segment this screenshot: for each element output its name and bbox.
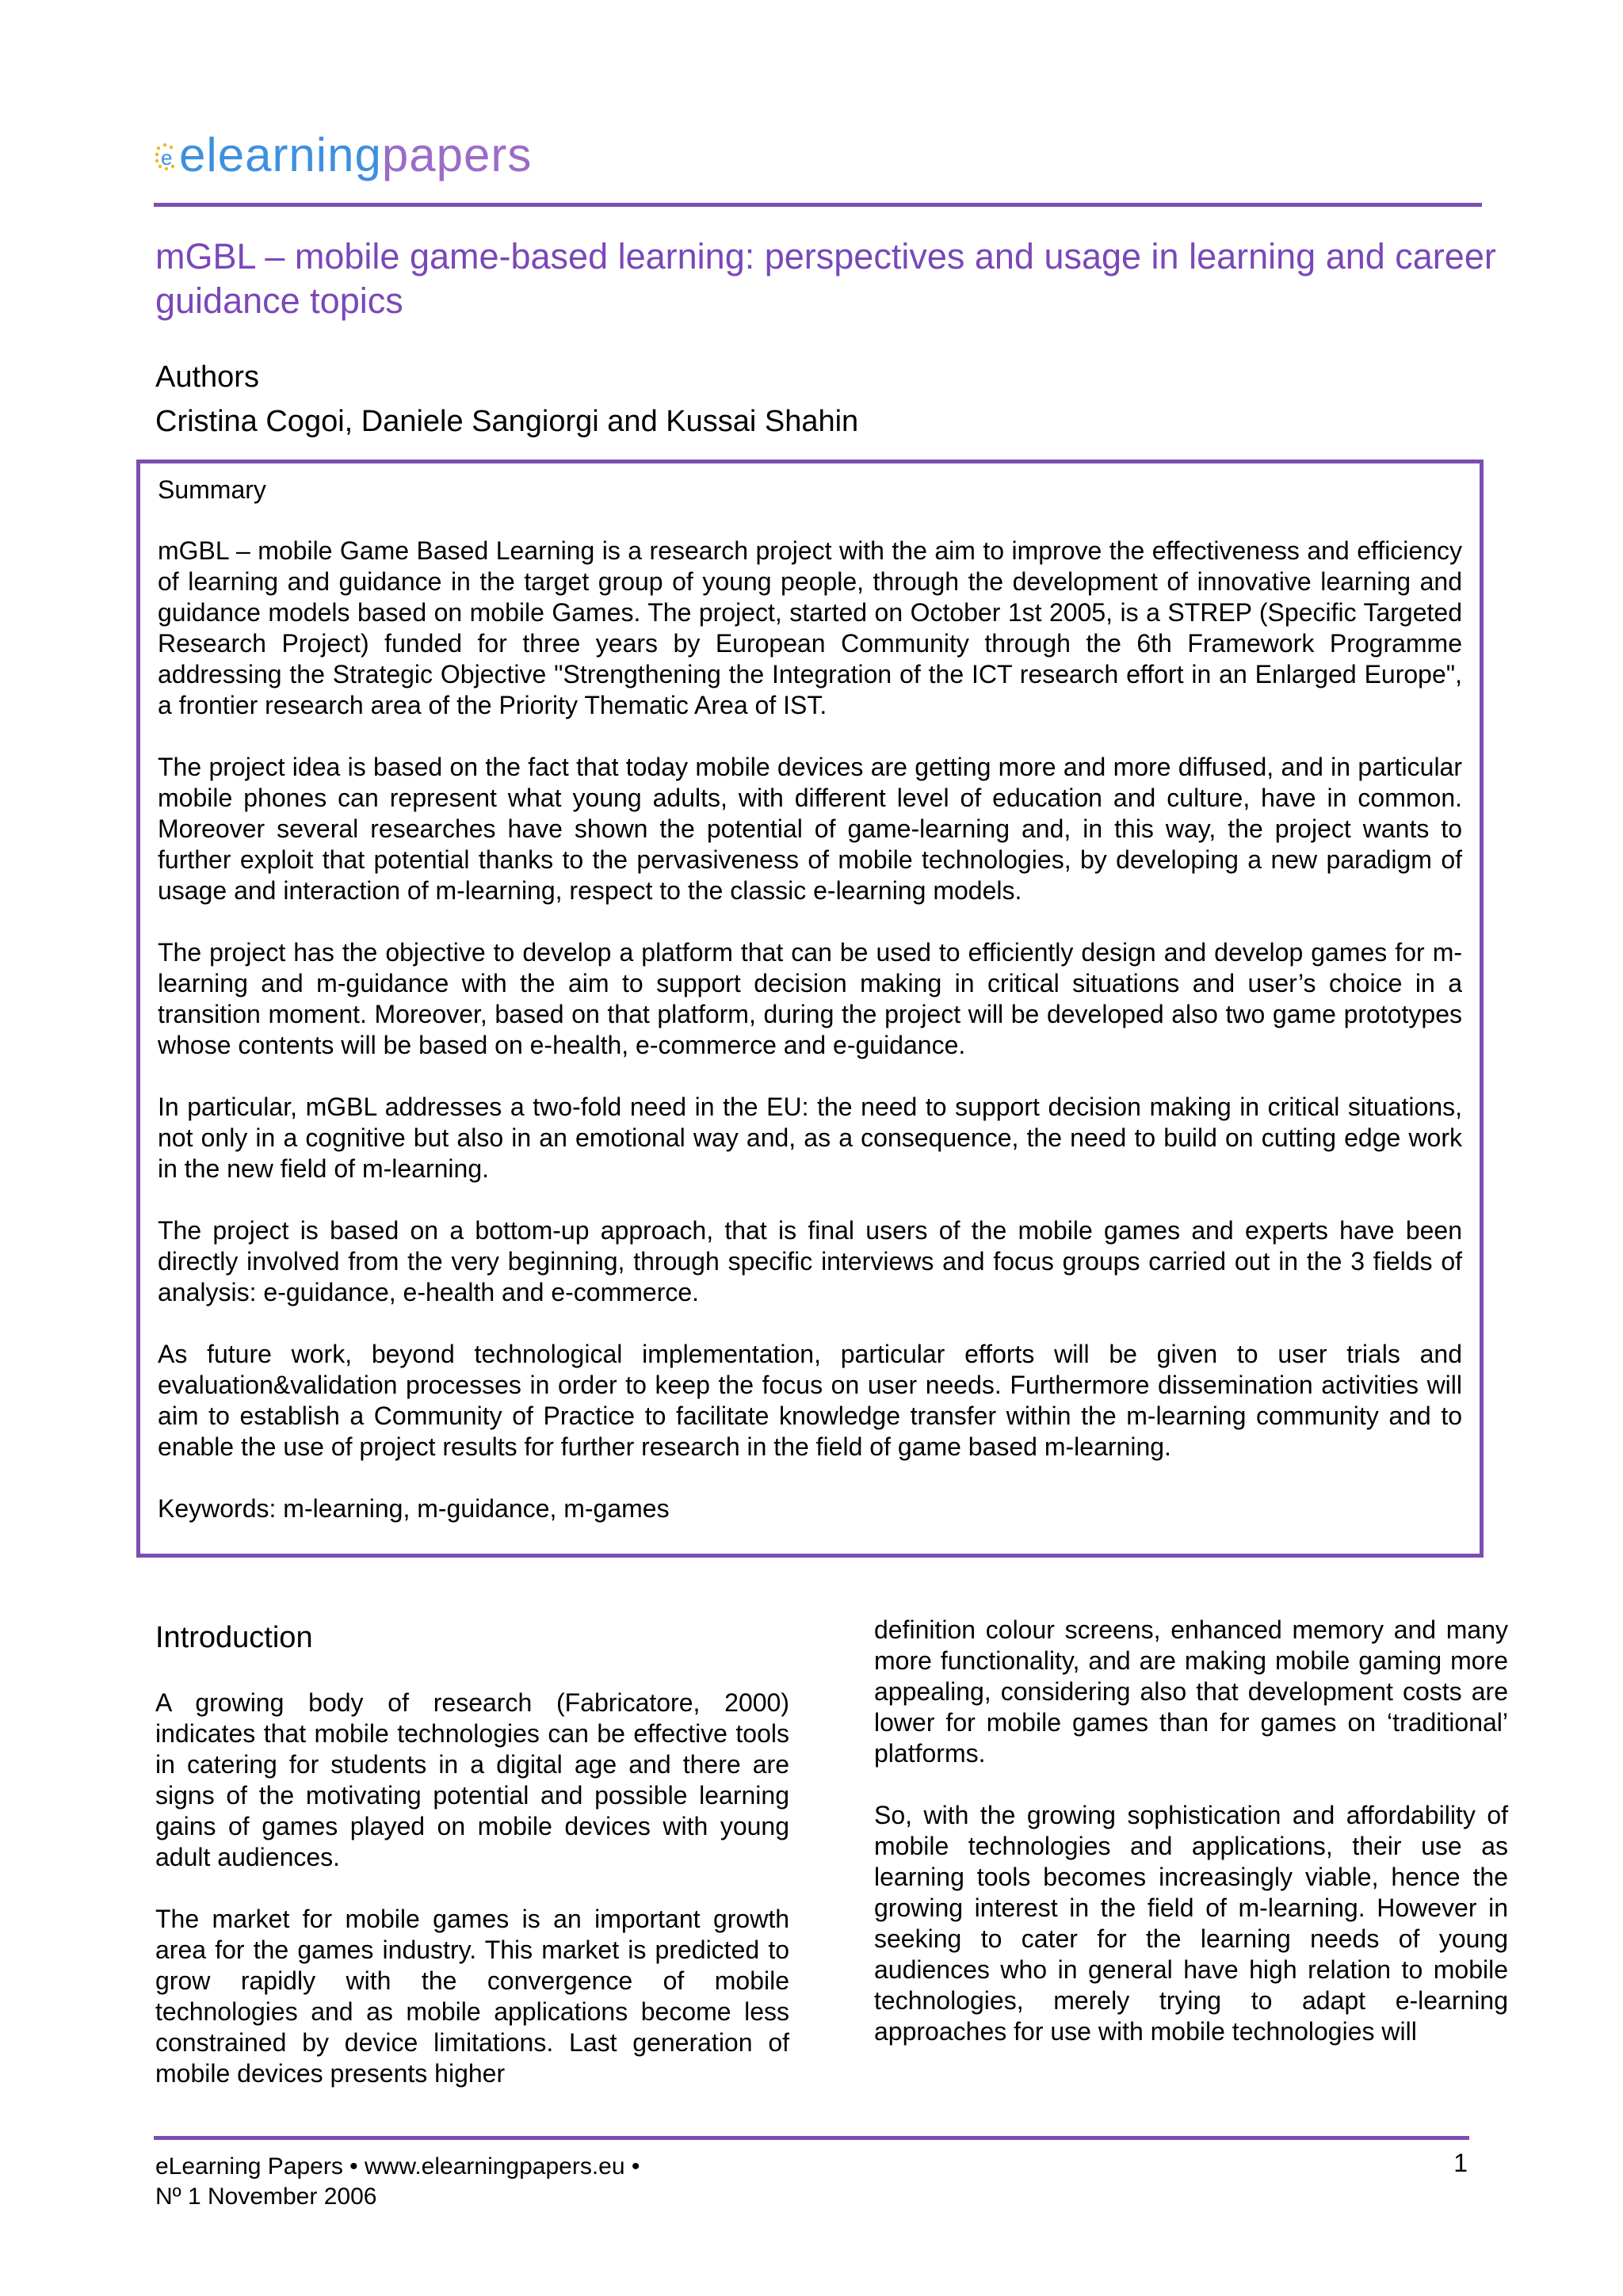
logo-word-papers: papers — [381, 128, 533, 181]
summary-paragraph: In particular, mGBL addresses a two-fold need in the EU: the need to support decision making in critical situations, not only in a cognitive but also in an emotional way and, as a consequence, the need to build on cutting edge work in the new field of m-learning. — [158, 1093, 1462, 1183]
summary-box — [136, 460, 1484, 1558]
footer-line-1: eLearning Papers • www.elearningpapers.eu • — [155, 2153, 640, 2180]
body-paragraph: A growing body of research (Fabricatore, 2000) indicates that mobile technologies can be effective tools in catering for students in a digital age and there are signs of the motivating potential and possible learning gains of games played on mobile devices with young adult audiences. — [155, 1688, 789, 1871]
summary-paragraph: The project idea is based on the fact that today mobile devices are getting more and more diffused, and in particular mobile phones can represent what young adults, with different level of education and culture, have in common. Moreover several researches have shown the potential of game-learning and, in this way, the project wants to further exploit that potential thanks to the pervasiveness of mobile technologies, by developing a new paradigm of usage and interaction of m-learning, respect to the classic e-learning models. — [158, 753, 1462, 905]
elearning-logo-e-icon — [154, 131, 178, 178]
article-title: mGBL – mobile game-based learning: perspectives and usage in learning and career guidance topics — [155, 236, 1496, 321]
keywords-label: Keywords: — [158, 1494, 277, 1523]
keywords-line — [158, 1493, 1462, 1524]
keywords-value: m-learning, m-guidance, m-games — [276, 1494, 670, 1523]
logo-word-elearning: elearning — [179, 128, 382, 181]
svg-text:e: e — [161, 146, 173, 170]
footer-line-2: Nº 1 November 2006 — [155, 2183, 377, 2210]
body-paragraph: The market for mobile games is an important growth area for the games industry. This market is predicted to grow rapidly with the convergence of mobile technologies and as mobile applications become less constrained by device limitations. Last generation of mobile devices presents higher — [155, 1905, 789, 2088]
summary-paragraph: The project is based on a bottom-up approach, that is final users of the mobile games and experts have been directly involved from the very beginning, through specific interviews and focus groups carried out in the 3 fields of analysis: e-guidance, e-health and e-commerce. — [158, 1216, 1462, 1306]
authors-label: Authors — [155, 360, 259, 394]
page-number: 1 — [1453, 2149, 1468, 2177]
summary-content — [158, 475, 1462, 1555]
body-column-left — [155, 1613, 789, 2120]
summary-paragraph: The project has the objective to develop a platform that can be used to efficiently design and develop games for m-learning and m-guidance with the aim to support decision making in critical situations and user’s choice in a transition moment. Moreover, based on that platform, during the project will be developed also two game prototypes whose contents will be based on e-health, e-commerce and e-guidance. — [158, 938, 1462, 1059]
footer-rule — [154, 2136, 1469, 2140]
summary-paragraph: mGBL – mobile Game Based Learning is a research project with the aim to improve the effectiveness and efficiency of learning and guidance in the target group of young people, through the development of innovative learning and guidance models based on mobile Games. The project, started on October 1st 2005, is a STREP (Specific Targeted Research Project) funded for three years by European Community through the 6th Framework Programme addressing the Strategic Objective "Strengthening the Integration of the ICT research effort in an Enlarged Europe", a frontier research area of the Priority Thematic Area of IST. — [158, 536, 1462, 719]
introduction-heading: Introduction — [155, 1621, 313, 1654]
elearningpapers-logo — [154, 127, 532, 182]
body-paragraph: So, with the growing sophistication and affordability of mobile technologies and applications, their use as learning tools becomes increasingly viable, hence the growing interest in the field of m-learning. However in seeking to cater for the learning needs of young audiences who in general have high relation to mobile technologies, merely trying to adapt e-learning approaches for use with mobile technologies will — [874, 1801, 1508, 2046]
summary-heading: Summary — [158, 475, 266, 504]
authors-block — [155, 355, 858, 444]
authors-names: Cristina Cogoi, Daniele Sangiorgi and Kussai Shahin — [155, 405, 859, 438]
summary-paragraph: As future work, beyond technological implementation, particular efforts will be given to user trials and evaluation&validation processes in order to keep the focus on user needs. Furthermore dissemination activities will aim to establish a Community of Practice to facilitate knowledge transfer within the m-learning community and to enable the use of project results for further research in the field of game based m-learning. — [158, 1340, 1462, 1461]
footer-info — [155, 2152, 640, 2212]
body-column-right — [874, 1615, 1508, 2078]
header-rule — [154, 203, 1482, 207]
body-paragraph: definition colour screens, enhanced memory and many more functionality, and are making mobile gaming more appealing, considering also that development costs are lower for mobile games than for games on ‘traditional’ platforms. — [874, 1615, 1508, 1768]
